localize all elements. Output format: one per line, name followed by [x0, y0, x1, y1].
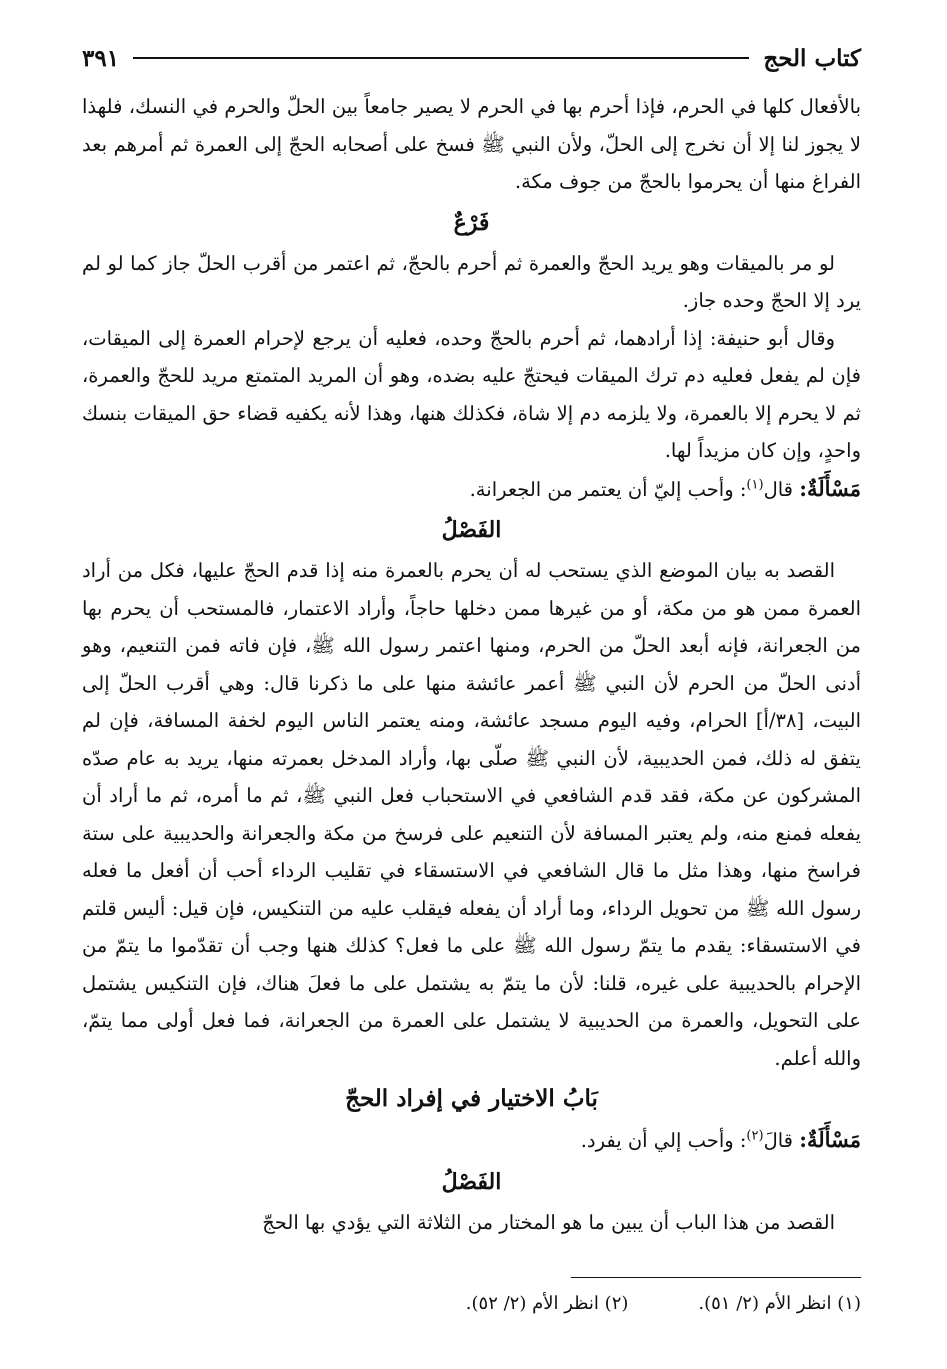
chapter-heading-bab: بَابُ الاختيار في إفراد الحجّ — [345, 1085, 598, 1112]
paragraph-continuation: بالأفعال كلها في الحرم، فإذا أحرم بها في الحرم لا يصير جامعاً بين الحلّ والحرم في النسك، فلهذا لا يجوز لنا إلا أن نخرج إلى الحلّ، ولأن النبي ﷺ فسخ على أصحابه الحجّ إلى العمرة ثم أمرهم بعد الفراغ منها أن يحرموا بالحجّ من جوف مكة. — [82, 95, 861, 193]
paragraph: القصد من هذا الباب أن يبين ما هو المختار من الثلاثة التي يؤدي بها الحجّ — [262, 1210, 835, 1234]
footnotes — [250, 1290, 861, 1318]
paragraph: لو مر بالميقات وهو يريد الحجّ والعمرة ثم أحرم بالحجّ، ثم اعتمر من أقرب الحلّ جاز كما لو لم يرد إلا الحجّ وحده جاز. — [82, 251, 861, 312]
footnote-2: (٢) انظر الأم (٢/ ٥٢). — [465, 1293, 629, 1314]
paragraph: وقال أبو حنيفة: إذا أرادهما، ثم أحرم بالحجّ وحده، فعليه أن يرجع لإحرام العمرة إلى الميقات، فإن لم يفعل فعليه دم ترك الميقات فيحتجّ عليه بضده، وهو أن المريد المتمتع مريد للحجّ والعمرة، ثم لا يحرم إلا بالعمرة، ولا يلزمه دم إلا شاة، فكذلك هنها، وهذا لأنه يكفيه قضاء حق الميقات بنسك واحدٍ، وإن كان مزيداً لها. — [82, 326, 861, 462]
masala-keyword: مَسْأَلَةٌ: — [799, 475, 861, 501]
masala-text: : وأحب إلي أن يفرد. — [580, 1129, 747, 1152]
section-heading-far: فَرْعٌ — [453, 209, 490, 236]
footnote-ref: (١) — [746, 477, 764, 492]
masala-line — [82, 470, 861, 509]
page-number: ٣٩١ — [82, 44, 120, 72]
section-heading-fasl: الفَصْلُ — [441, 517, 502, 543]
header-rule — [133, 57, 749, 59]
qal-word: قالَ — [763, 1129, 793, 1152]
masala-text: : وأحب إليّ أن يعتمر من الجعرانة. — [469, 477, 747, 501]
running-header — [82, 38, 861, 78]
main-text — [82, 88, 861, 1241]
chapter-title: كتاب الحج — [763, 44, 861, 72]
footnote-ref: (٢) — [746, 1128, 764, 1144]
masala-line — [82, 1121, 861, 1160]
masala-keyword: مَسْأَلَةٌ: — [799, 1127, 861, 1152]
footnote-1: (١) انظر الأم (٢/ ٥١). — [698, 1293, 861, 1314]
section-heading-fasl: الفَصْلُ — [441, 1168, 502, 1195]
paragraph: القصد به بيان الموضع الذي يستحب له أن يحرم بالعمرة منه إذا قدم الحجّ عليها، فكل من أراد العمرة ممن هو من مكة، أو من غيرها ممن دخلها حاجاً، وأراد الاعتمار، فالمستحب أن يحرم بها من الجعرانة، فإنه أبعد الحلّ من الحرم، ومنها اعتمر رسول الله ﷺ، فإن فاته فمن التنعيم، وهو أدنى الحلّ من الحرم لأن النبي ﷺ أعمر عائشة منها على ما ذكرنا قال: وهي أقرب الحلّ إلى البيت، [٣٨/أ] الحرام، وفيه اليوم مسجد عائشة، ومنه يعتمر الناس اليوم لخفة المسافة، فإن لم يتفق له ذلك، فمن الحديبية، لأن النبي ﷺ صلّى بها، وأراد المدخل بعمرته منها، يريد به عام صدّه المشركون عن مكة، فقد قدم الشافعي في الاستحباب فعل النبي ﷺ، ثم ما أمره، ثم ما أراد أن يفعله فمنع منه، ولم يعتبر المسافة لأن التنعيم على فرسخ من مكة والجعرانة والحديبية على ستة فراسخ منها، وهذا مثل ما قال الشافعي في الاستسقاء في تقليب الرداء أحب أن أفعل ما فعله رسول الله ﷺ من تحويل الرداء، وما أراد أن يفعله فيقلب عليه من التنكيس، فإن قيل: أليس قلتم في الاستسقاء: يقدم ما يتمّ رسول الله ﷺ على ما فعل؟ كذلك هنها وجب أن تقدّموا ما يتمّ من الإحرام بالحديبية على غيره، قلنا: لأن ما يتمّ به يشتمل على ما فعلَ هناك، فإن التنكيس يشتمل على التحويل، والعمرة من الحديبية لا يشتمل على العمرة من الجعرانة، فما فعل أولى مما يتمّ، والله أعلم. — [82, 559, 861, 1070]
qal-word: قال — [763, 477, 793, 501]
footnote-divider — [571, 1277, 861, 1278]
